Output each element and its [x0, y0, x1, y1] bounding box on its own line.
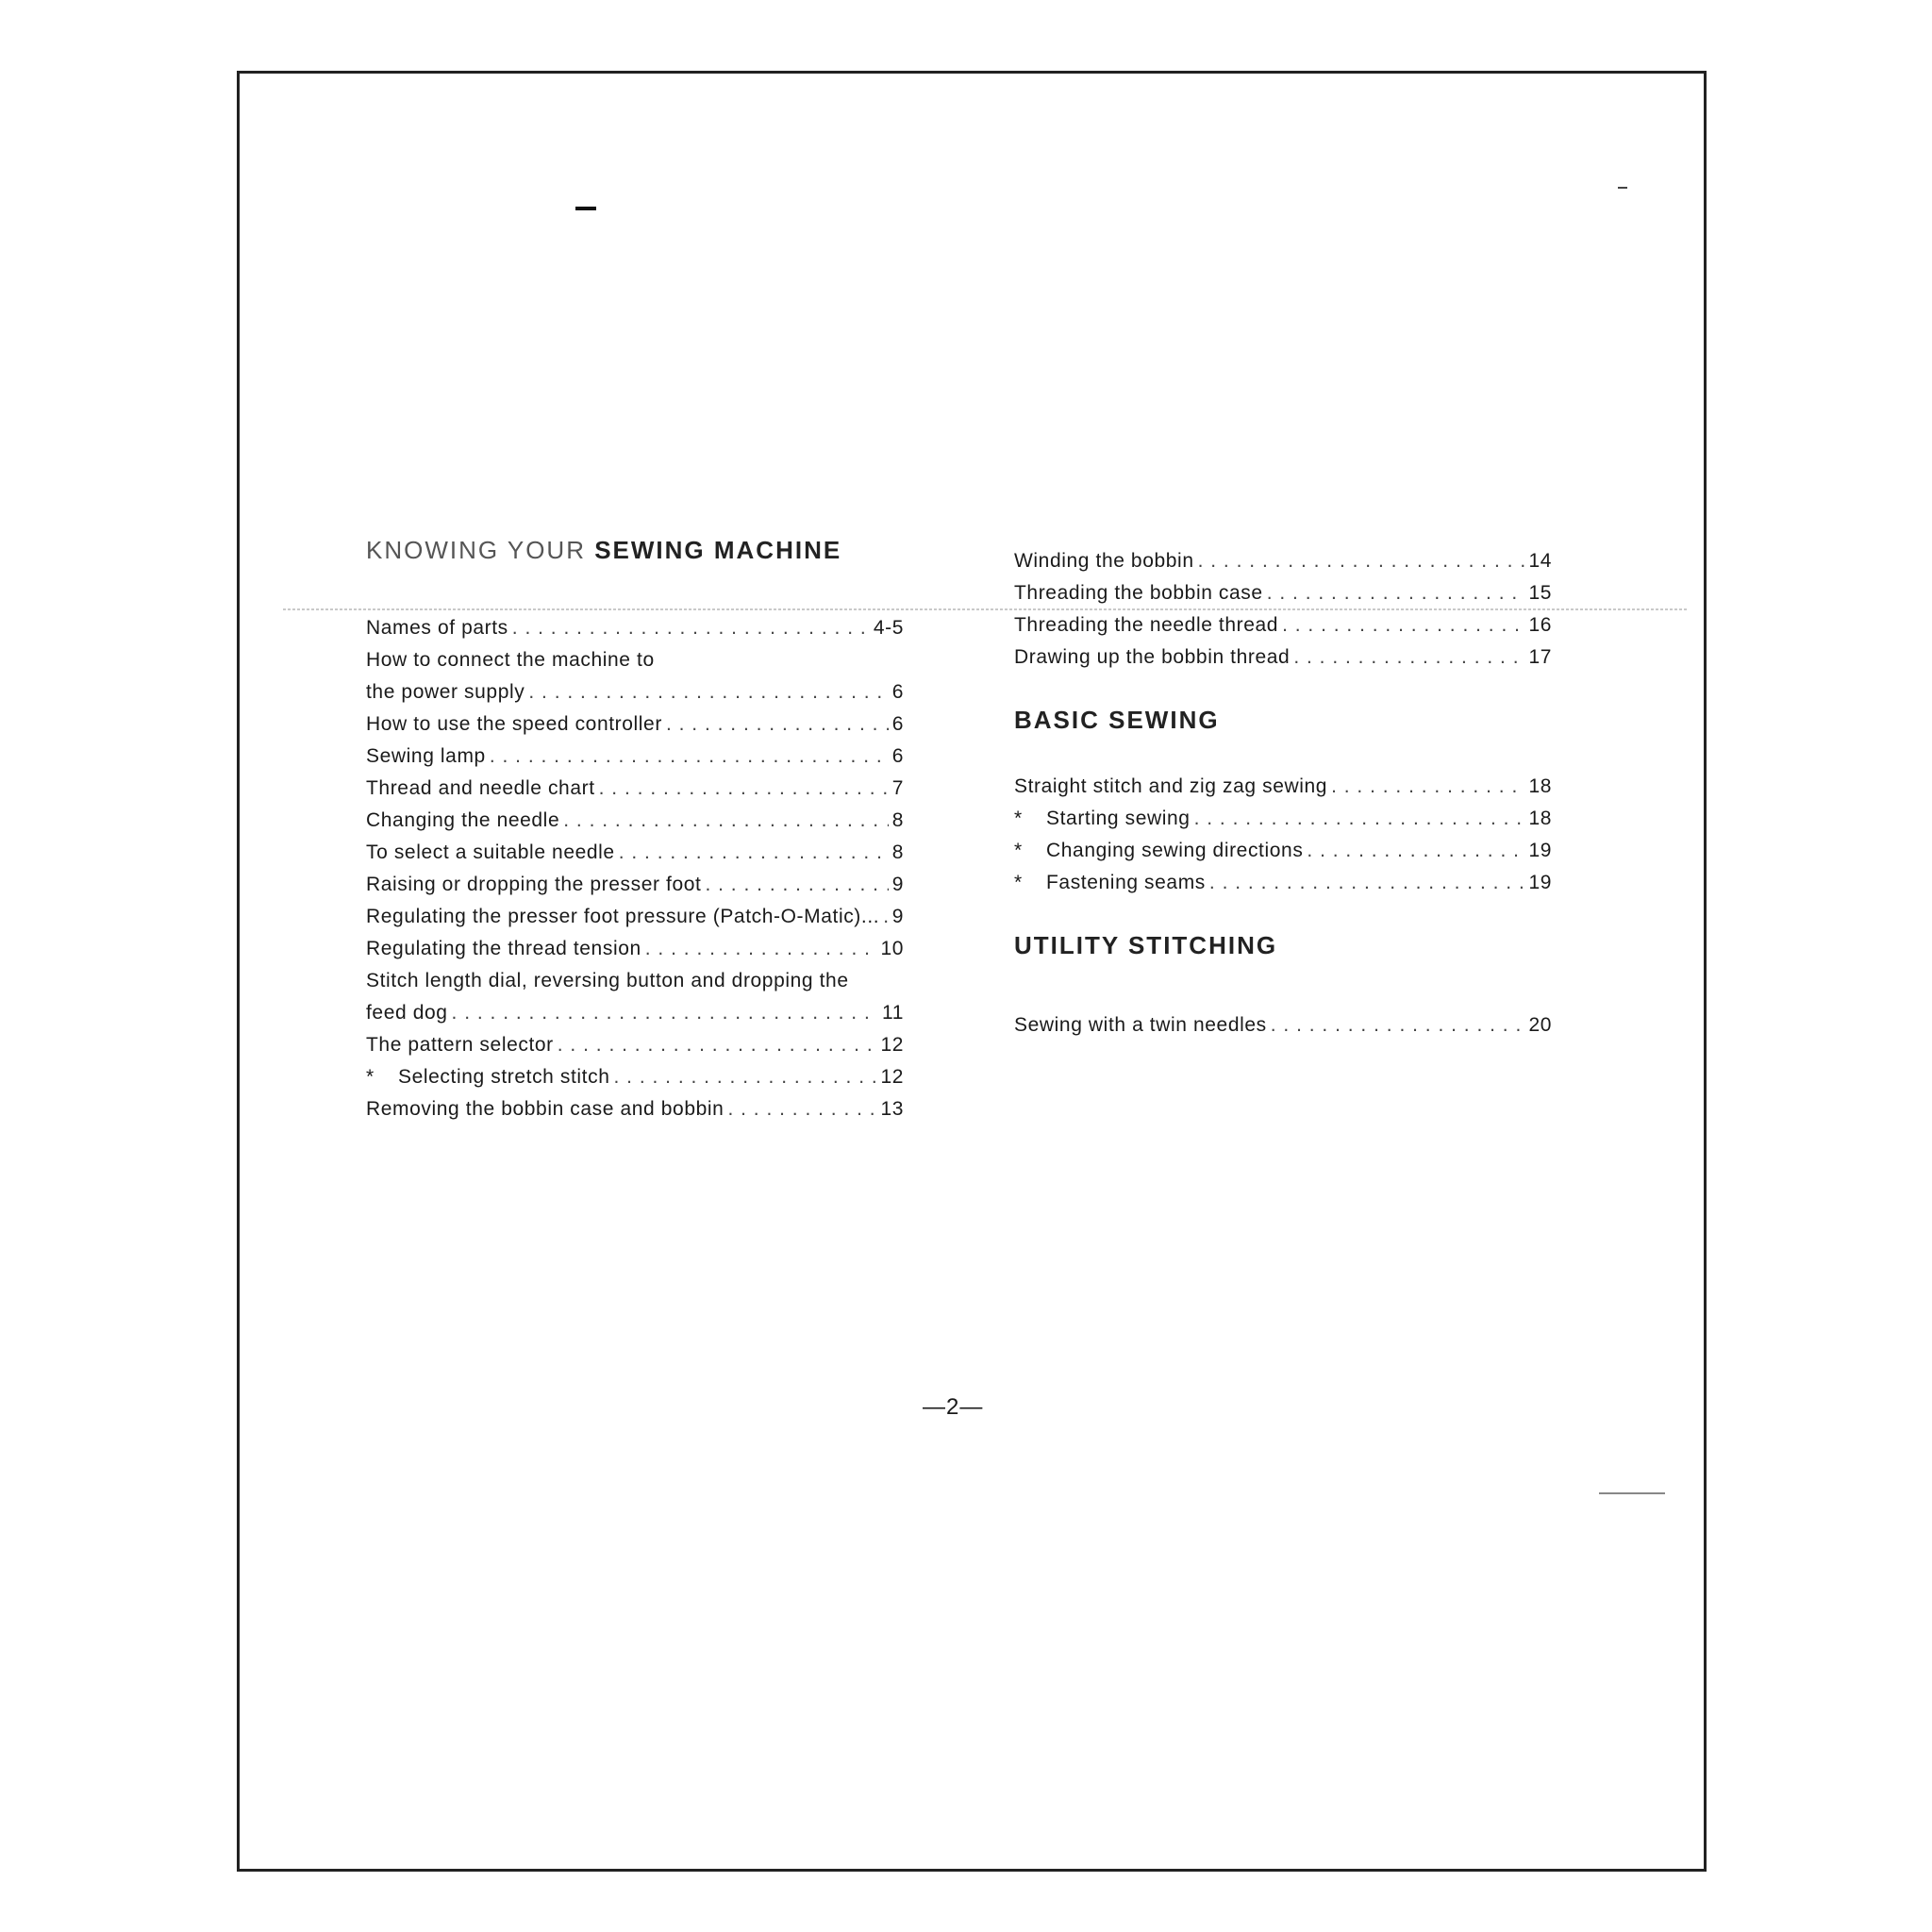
- scan-speck: [1599, 1492, 1665, 1494]
- dot-leader: [490, 741, 889, 773]
- dot-leader: [883, 901, 889, 933]
- toc-right-column: [1014, 545, 1552, 1041]
- toc-entry-page: 6: [891, 681, 904, 703]
- toc-entry-page: 14: [1528, 550, 1552, 572]
- toc-entry-page: 4-5: [873, 617, 904, 639]
- dot-leader: [452, 997, 878, 1029]
- dot-leader: [1307, 835, 1524, 867]
- toc-entry-label: Sewing with a twin needles: [1014, 1014, 1267, 1036]
- toc-entry-label: The pattern selector: [366, 1034, 554, 1056]
- toc-entry-page: 17: [1528, 646, 1552, 668]
- toc-entry: [366, 997, 904, 1029]
- dot-leader: [1209, 867, 1525, 899]
- dot-leader: [1194, 803, 1525, 835]
- toc-entry-page: 6: [891, 745, 904, 767]
- dot-leader: [558, 1029, 877, 1061]
- heading-bold-part: SEWING MACHINE: [594, 536, 842, 564]
- toc-entry-label: Stitch length dial, reversing button and dropping the: [366, 970, 849, 991]
- toc-entry-page: 7: [891, 777, 904, 799]
- toc-entry-label: To select a suitable needle: [366, 841, 615, 863]
- toc-entry-page: 13: [880, 1098, 904, 1120]
- toc-list-utility-stitching: [1014, 1009, 1552, 1041]
- toc-entry: [1014, 641, 1552, 674]
- toc-entry-label: Threading the needle thread: [1014, 614, 1279, 636]
- toc-entry-page: 9: [891, 874, 904, 895]
- page-number: —2—: [923, 1394, 984, 1420]
- dot-leader: [619, 837, 889, 869]
- toc-entry-label: Drawing up the bobbin thread: [1014, 646, 1291, 668]
- dot-leader: [1282, 609, 1524, 641]
- toc-entry-page: 11: [882, 1002, 904, 1024]
- dot-leader: [1271, 1009, 1525, 1041]
- toc-entry-label: Starting sewing: [1046, 808, 1191, 829]
- toc-entry-label: feed dog: [366, 1002, 448, 1024]
- toc-entry-page: 16: [1528, 614, 1552, 636]
- toc-entry: [1014, 835, 1552, 867]
- dot-leader: [512, 612, 870, 644]
- bullet-marker: *: [1014, 808, 1023, 829]
- toc-entry-page: 18: [1528, 808, 1552, 829]
- toc-entry: [366, 965, 904, 997]
- toc-entry: [366, 837, 904, 869]
- dot-leader: [666, 708, 889, 741]
- toc-entry: [366, 773, 904, 805]
- dot-leader: [599, 773, 889, 805]
- dot-leader: [705, 869, 888, 901]
- toc-entry-label: Threading the bobbin case: [1014, 582, 1263, 604]
- dot-leader: [528, 676, 888, 708]
- toc-entry-page: 15: [1528, 582, 1552, 604]
- dot-leader: [563, 805, 888, 837]
- dot-leader: [1293, 641, 1524, 674]
- toc-entry-label: Raising or dropping the presser foot: [366, 874, 702, 895]
- toc-entry: [366, 869, 904, 901]
- toc-list-basic-sewing: [1014, 771, 1552, 899]
- bullet-marker: *: [1014, 872, 1023, 893]
- toc-entry-page: 18: [1528, 775, 1552, 797]
- toc-entry: [1014, 803, 1552, 835]
- section-heading-utility-stitching: UTILITY STITCHING: [1014, 931, 1278, 959]
- toc-entry-label: Selecting stretch stitch: [398, 1066, 610, 1088]
- toc-entry: [366, 612, 904, 644]
- toc-entry: [1014, 545, 1552, 577]
- toc-entry-page: 20: [1528, 1014, 1552, 1036]
- section-heading-basic-sewing: BASIC SEWING: [1014, 706, 1220, 734]
- toc-entry: [1014, 1009, 1552, 1041]
- toc-entry: [1014, 867, 1552, 899]
- toc-entry-page: 12: [880, 1034, 904, 1056]
- toc-entry: [366, 676, 904, 708]
- toc-entry-label: Sewing lamp: [366, 745, 486, 767]
- dot-leader: [1331, 771, 1524, 803]
- toc-entry: [366, 1061, 904, 1093]
- toc-entry-page: 19: [1528, 840, 1552, 861]
- dot-leader: [614, 1061, 877, 1093]
- toc-entry-label: the power supply: [366, 681, 525, 703]
- dot-leader: [1267, 577, 1525, 609]
- toc-list-continued: [1014, 545, 1552, 674]
- toc-entry: [366, 1093, 904, 1125]
- toc-entry-label: Changing sewing directions: [1046, 840, 1304, 861]
- toc-entry: [1014, 609, 1552, 641]
- toc-entry-label: Removing the bobbin case and bobbin: [366, 1098, 724, 1120]
- bullet-marker: *: [1014, 840, 1023, 861]
- scan-speck: [1618, 187, 1627, 189]
- toc-entry-page: 12: [880, 1066, 904, 1088]
- toc-entry: [1014, 577, 1552, 609]
- toc-entry-label: Regulating the thread tension: [366, 938, 641, 959]
- toc-entry: [366, 708, 904, 741]
- toc-entry-page: 19: [1528, 872, 1552, 893]
- dot-leader: [645, 933, 877, 965]
- toc-entry-page: 9: [891, 906, 904, 927]
- toc-entry-label: Thread and needle chart: [366, 777, 595, 799]
- toc-entry-page: 10: [880, 938, 904, 959]
- toc-entry: [366, 933, 904, 965]
- section-heading-knowing: [366, 536, 904, 565]
- toc-entry-label: Names of parts: [366, 617, 508, 639]
- toc-list-knowing: [366, 612, 904, 1125]
- dot-leader: [1198, 545, 1525, 577]
- dot-leader: [727, 1093, 876, 1125]
- toc-entry-page: 6: [891, 713, 904, 735]
- toc-left-column: [366, 536, 904, 1125]
- scan-speck: [575, 207, 596, 210]
- toc-entry-page: 8: [891, 841, 904, 863]
- toc-entry-label: Changing the needle: [366, 809, 560, 831]
- heading-light-part: KNOWING YOUR: [366, 536, 595, 564]
- toc-entry: [366, 901, 904, 933]
- bullet-marker: *: [366, 1066, 375, 1088]
- toc-entry: [366, 1029, 904, 1061]
- toc-entry-label: How to use the speed controller: [366, 713, 662, 735]
- toc-entry-label: How to connect the machine to: [366, 649, 655, 671]
- toc-entry-label: Winding the bobbin: [1014, 550, 1194, 572]
- toc-entry: [1014, 771, 1552, 803]
- toc-entry-page: 8: [891, 809, 904, 831]
- toc-entry: [366, 805, 904, 837]
- toc-entry-label: Straight stitch and zig zag sewing: [1014, 775, 1328, 797]
- toc-entry: [366, 741, 904, 773]
- toc-entry-label: Regulating the presser foot pressure (Patch-O-Matic)...: [366, 906, 880, 927]
- toc-entry-label: Fastening seams: [1046, 872, 1206, 893]
- toc-entry: [366, 644, 904, 676]
